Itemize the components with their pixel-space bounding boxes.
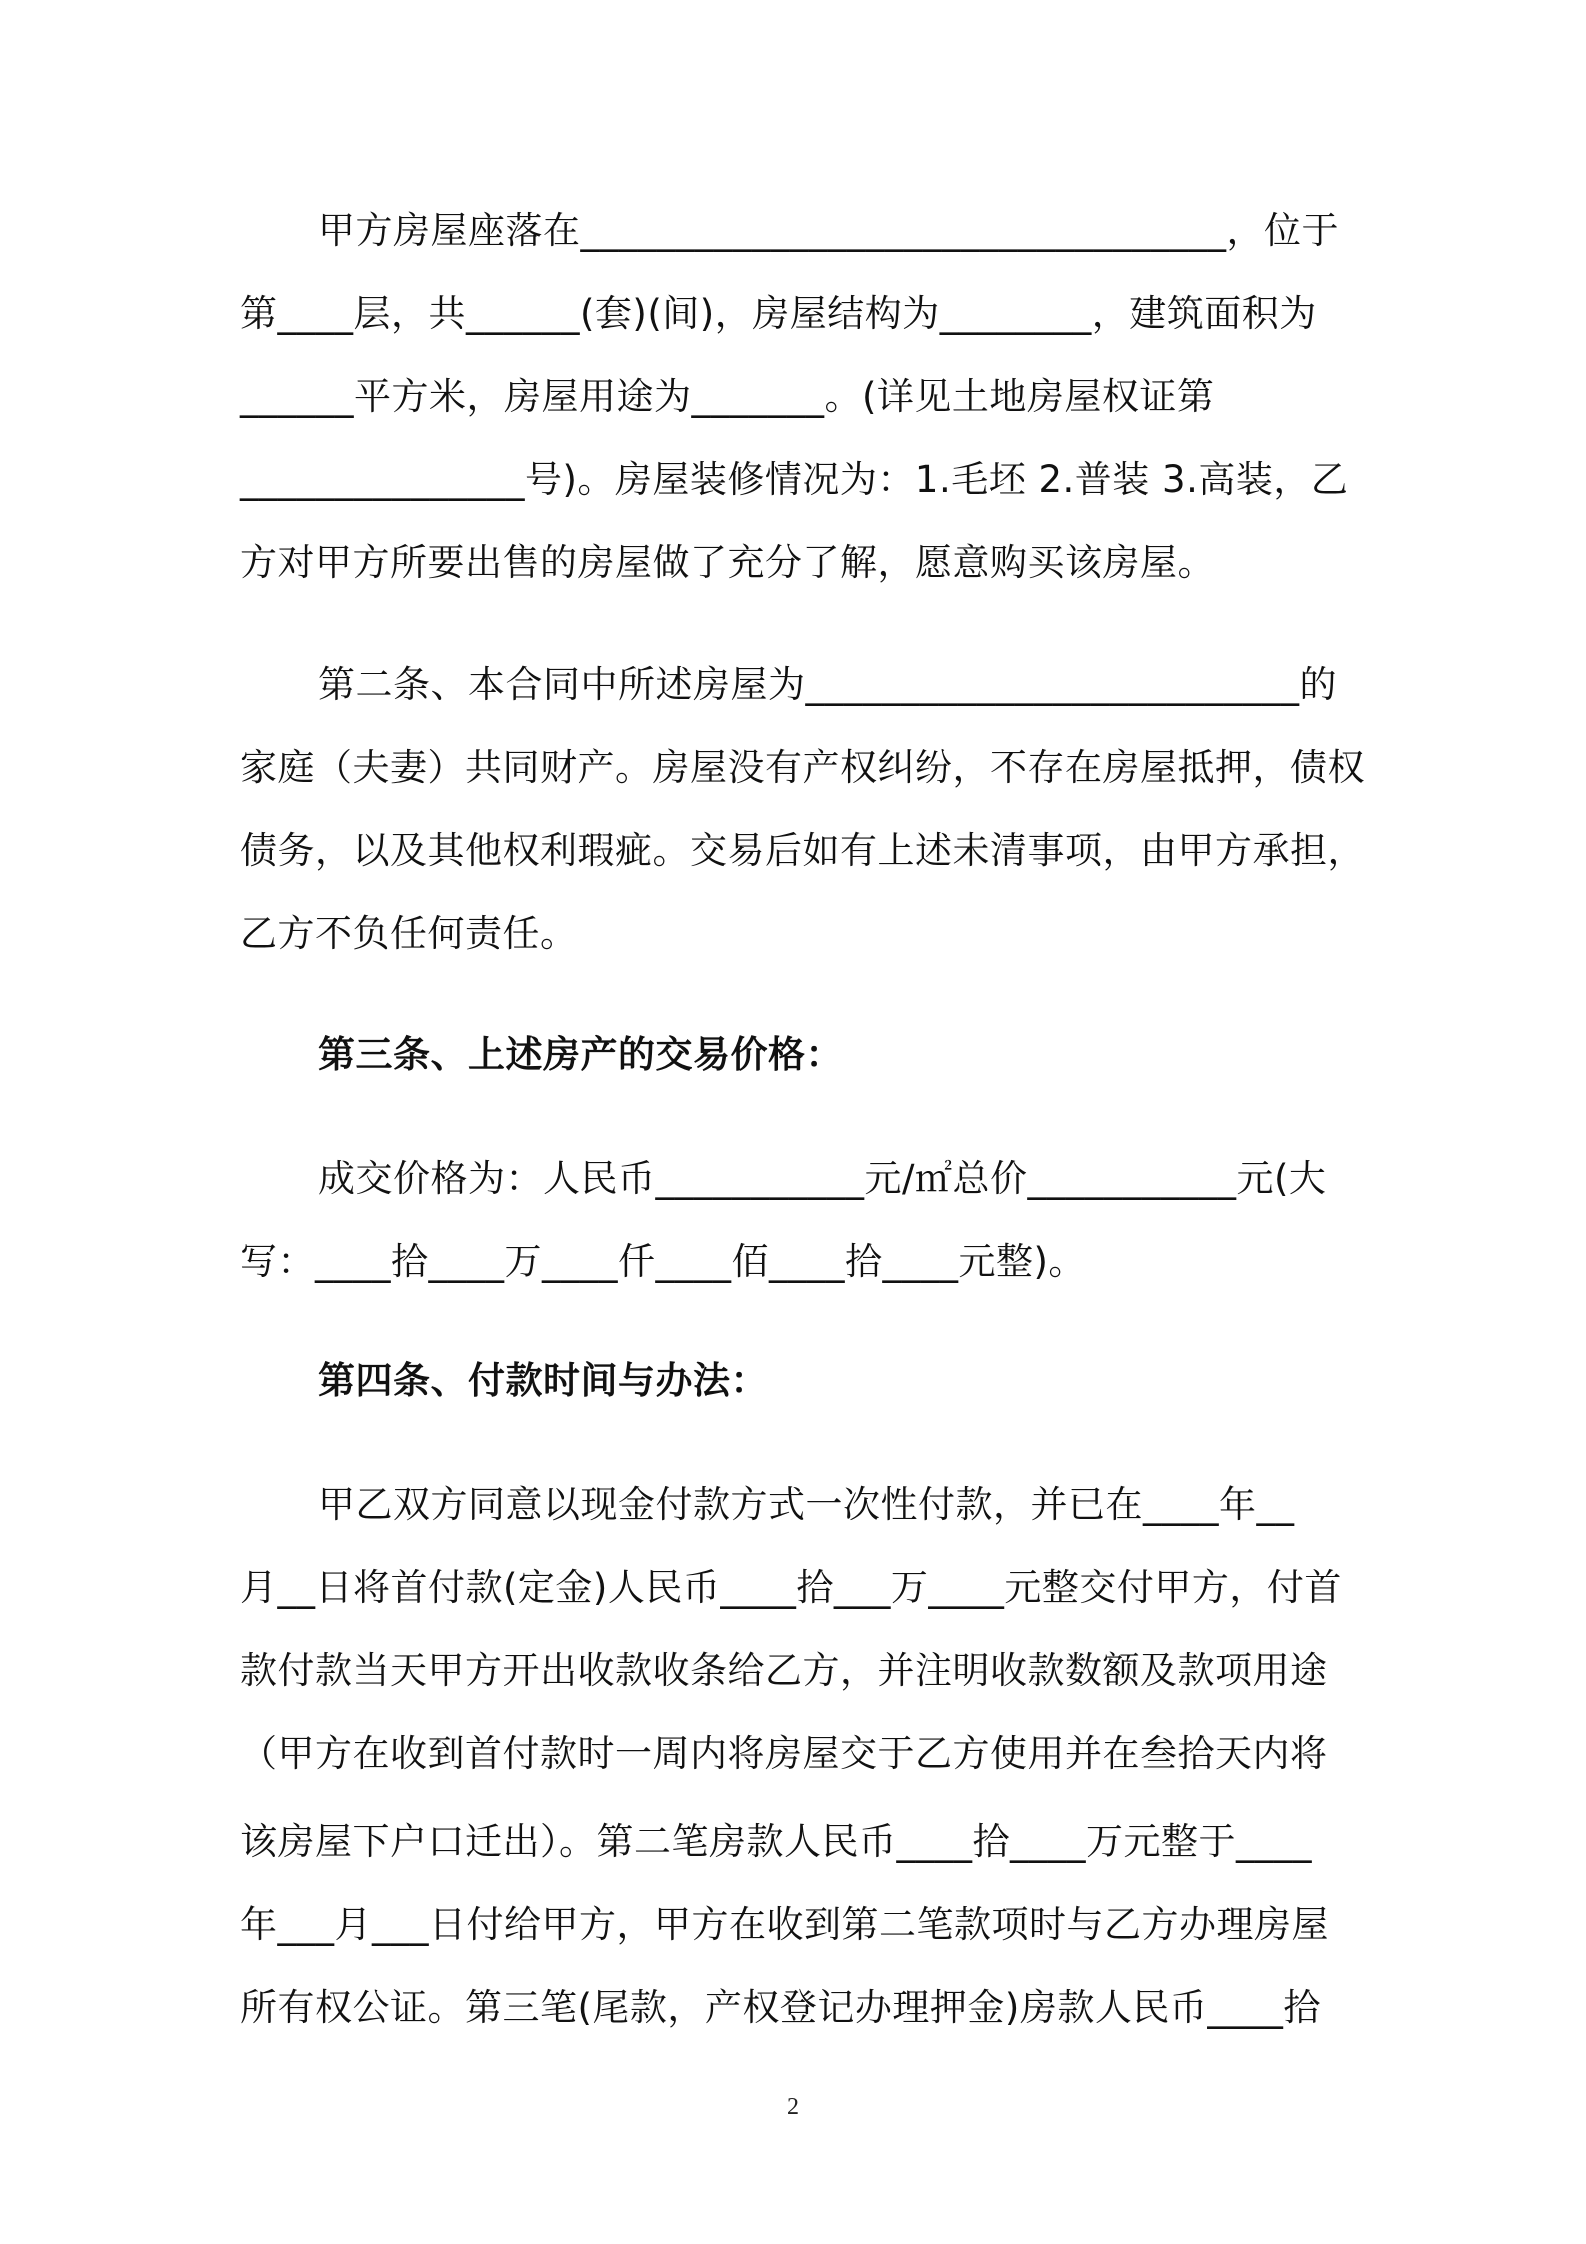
text-line: ______平方米，房屋用途为_______。(详见土地房屋权证第 (240, 375, 1215, 418)
text-line: 甲方房屋座落在__________________________________，位于 (318, 209, 1339, 252)
text-line: 家庭（夫妻）共同财产。房屋没有产权纠纷，不存在房屋抵押，债权 (240, 746, 1365, 789)
text-line: （甲方在收到首付款时一周内将房屋交于乙方使用并在叁拾天内将 (240, 1732, 1328, 1775)
text-line: 第二条、本合同中所述房屋为__________________________的 (318, 663, 1337, 706)
text-line: 写：____拾____万____仟____佰____拾____元整)。 (240, 1240, 1086, 1283)
page-number: 2 (787, 2094, 799, 2120)
text-line: 甲乙双方同意以现金付款方式一次性付款，并已在____年__ (318, 1483, 1295, 1526)
text-line: _______________号)。房屋装修情况为：1.毛坯 2.普装 3.高装，乙 (240, 458, 1349, 501)
section-heading: 第三条、上述房产的交易价格： (318, 1033, 843, 1076)
text-line: 款付款当天甲方开出收款收条给乙方，并注明收款数额及款项用途 (240, 1649, 1328, 1692)
section-heading: 第四条、付款时间与办法： (318, 1359, 768, 1402)
text-line: 第____层，共______(套)(间)，房屋结构为________，建筑面积为 (240, 292, 1317, 335)
text-line: 乙方不负任何责任。 (240, 912, 578, 955)
text-line: 债务，以及其他权利瑕疵。交易后如有上述未清事项，由甲方承担， (240, 829, 1365, 872)
text-line: 所有权公证。第三笔(尾款，产权登记办理押金)房款人民币____拾 (240, 1986, 1321, 2029)
text-line: 成交价格为：人民币___________元/㎡总价___________元(大 (318, 1157, 1327, 1200)
text-line: 年___月___日付给甲方，甲方在收到第二笔款项时与乙方办理房屋 (240, 1903, 1329, 1946)
text-line: 月__日将首付款(定金)人民币____拾___万____元整交付甲方，付首 (240, 1566, 1342, 1609)
text-line: 该房屋下户口迁出）。第二笔房款人民币____拾____万元整于____ (240, 1820, 1312, 1863)
text-line: 方对甲方所要出售的房屋做了充分了解，愿意购买该房屋。 (240, 541, 1215, 584)
